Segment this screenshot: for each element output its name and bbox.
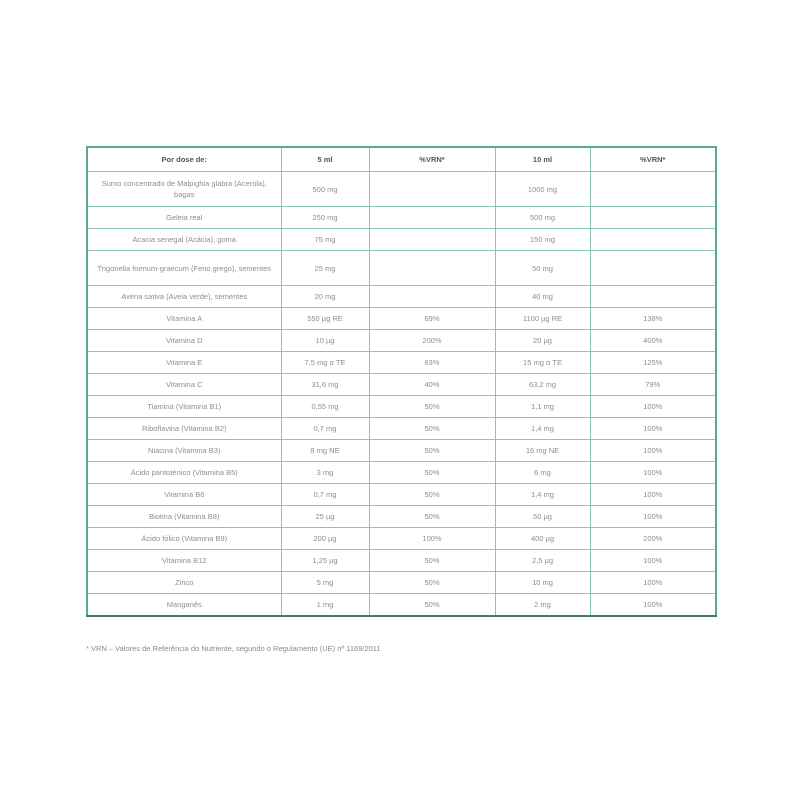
ingredient-name: Tiamina (Vitamina B1) bbox=[87, 396, 281, 418]
dose-5ml: 3 mg bbox=[281, 462, 369, 484]
ingredient-name: Vitamina B12 bbox=[87, 550, 281, 572]
vrn-10ml: 100% bbox=[590, 440, 716, 462]
dose-10ml: 6 mg bbox=[495, 462, 590, 484]
ingredient-name: Vitamina B6 bbox=[87, 484, 281, 506]
header-10ml: 10 ml bbox=[495, 147, 590, 172]
ingredient-name: Vitamina A bbox=[87, 308, 281, 330]
dose-10ml: 40 mg bbox=[495, 286, 590, 308]
vrn-10ml: 100% bbox=[590, 396, 716, 418]
dose-10ml: 1,4 mg bbox=[495, 418, 590, 440]
dose-10ml: 1000 mg bbox=[495, 172, 590, 207]
dose-5ml: 20 mg bbox=[281, 286, 369, 308]
vrn-10ml: 79% bbox=[590, 374, 716, 396]
table-row bbox=[87, 418, 716, 440]
table-row bbox=[87, 594, 716, 617]
vrn-5ml: 200% bbox=[369, 330, 495, 352]
nutrition-table bbox=[86, 146, 717, 617]
vrn-10ml bbox=[590, 172, 716, 207]
vrn-5ml: 50% bbox=[369, 484, 495, 506]
dose-5ml: 250 mg bbox=[281, 207, 369, 229]
vrn-10ml: 400% bbox=[590, 330, 716, 352]
table-row bbox=[87, 572, 716, 594]
dose-5ml: 25 µg bbox=[281, 506, 369, 528]
vrn-10ml: 138% bbox=[590, 308, 716, 330]
ingredient-name: Vitamina C bbox=[87, 374, 281, 396]
dose-5ml: 5 mg bbox=[281, 572, 369, 594]
vrn-10ml: 100% bbox=[590, 506, 716, 528]
vrn-5ml: 40% bbox=[369, 374, 495, 396]
table-row bbox=[87, 207, 716, 229]
ingredient-name: Ácido pantoténico (Vitamina B5) bbox=[87, 462, 281, 484]
vrn-5ml bbox=[369, 251, 495, 286]
dose-5ml: 75 mg bbox=[281, 229, 369, 251]
table-header-row bbox=[87, 147, 716, 172]
dose-5ml: 500 mg bbox=[281, 172, 369, 207]
ingredient-name: Acacia senegal (Acácia), goma bbox=[87, 229, 281, 251]
header-dose-label: Por dose de: bbox=[87, 147, 281, 172]
dose-10ml: 400 µg bbox=[495, 528, 590, 550]
dose-10ml: 150 mg bbox=[495, 229, 590, 251]
vrn-10ml: 100% bbox=[590, 594, 716, 617]
vrn-5ml: 50% bbox=[369, 572, 495, 594]
table-row bbox=[87, 251, 716, 286]
ingredient-name: Manganês bbox=[87, 594, 281, 617]
vrn-10ml: 100% bbox=[590, 418, 716, 440]
dose-5ml: 550 µg RE bbox=[281, 308, 369, 330]
dose-5ml: 25 mg bbox=[281, 251, 369, 286]
vrn-5ml: 69% bbox=[369, 308, 495, 330]
table-row bbox=[87, 172, 716, 207]
vrn-5ml: 50% bbox=[369, 396, 495, 418]
vrn-5ml bbox=[369, 229, 495, 251]
table-row bbox=[87, 506, 716, 528]
vrn-5ml: 50% bbox=[369, 440, 495, 462]
dose-10ml: 50 µg bbox=[495, 506, 590, 528]
vrn-10ml bbox=[590, 229, 716, 251]
table-row bbox=[87, 440, 716, 462]
dose-10ml: 10 mg bbox=[495, 572, 590, 594]
vrn-5ml bbox=[369, 172, 495, 207]
vrn-5ml: 50% bbox=[369, 594, 495, 617]
dose-10ml: 2,5 µg bbox=[495, 550, 590, 572]
table-row bbox=[87, 330, 716, 352]
table-row bbox=[87, 528, 716, 550]
dose-5ml: 8 mg NE bbox=[281, 440, 369, 462]
ingredient-name: Ácido fólico (Vitamina B9) bbox=[87, 528, 281, 550]
table-row bbox=[87, 462, 716, 484]
dose-5ml: 7,5 mg α TE bbox=[281, 352, 369, 374]
table-row bbox=[87, 229, 716, 251]
table-row bbox=[87, 484, 716, 506]
ingredient-name: Avena sativa (Aveia verde), sementes bbox=[87, 286, 281, 308]
ingredient-name: Sumo concentrado de Malpighia glabra (Acerola), bagas bbox=[87, 172, 281, 207]
table-row bbox=[87, 374, 716, 396]
nutrition-table-container bbox=[86, 146, 715, 617]
table-row bbox=[87, 550, 716, 572]
dose-5ml: 200 µg bbox=[281, 528, 369, 550]
ingredient-name: Biotina (Vitamina B8) bbox=[87, 506, 281, 528]
header-vrn-10ml: %VRN* bbox=[590, 147, 716, 172]
dose-10ml: 63,2 mg bbox=[495, 374, 590, 396]
vrn-5ml: 50% bbox=[369, 418, 495, 440]
ingredient-name: Geleia real bbox=[87, 207, 281, 229]
dose-10ml: 50 mg bbox=[495, 251, 590, 286]
dose-5ml: 0,55 mg bbox=[281, 396, 369, 418]
dose-5ml: 1 mg bbox=[281, 594, 369, 617]
vrn-5ml bbox=[369, 286, 495, 308]
vrn-10ml bbox=[590, 286, 716, 308]
vrn-10ml bbox=[590, 251, 716, 286]
ingredient-name: Zinco bbox=[87, 572, 281, 594]
dose-5ml: 0,7 mg bbox=[281, 418, 369, 440]
table-row bbox=[87, 308, 716, 330]
table-row bbox=[87, 286, 716, 308]
ingredient-name: Vitamina E bbox=[87, 352, 281, 374]
vrn-10ml bbox=[590, 207, 716, 229]
dose-5ml: 1,25 µg bbox=[281, 550, 369, 572]
vrn-10ml: 100% bbox=[590, 462, 716, 484]
dose-5ml: 0,7 mg bbox=[281, 484, 369, 506]
vrn-10ml: 100% bbox=[590, 550, 716, 572]
header-5ml: 5 ml bbox=[281, 147, 369, 172]
vrn-5ml: 50% bbox=[369, 506, 495, 528]
vrn-5ml: 100% bbox=[369, 528, 495, 550]
dose-5ml: 31,6 mg bbox=[281, 374, 369, 396]
ingredient-name: Vitamina D bbox=[87, 330, 281, 352]
dose-10ml: 500 mg bbox=[495, 207, 590, 229]
ingredient-name: Niacina (Vitamina B3) bbox=[87, 440, 281, 462]
vrn-5ml: 50% bbox=[369, 550, 495, 572]
vrn-5ml: 50% bbox=[369, 462, 495, 484]
dose-10ml: 1,4 mg bbox=[495, 484, 590, 506]
table-body bbox=[87, 172, 716, 617]
dose-10ml: 20 µg bbox=[495, 330, 590, 352]
dose-10ml: 1100 µg RE bbox=[495, 308, 590, 330]
table-row bbox=[87, 396, 716, 418]
vrn-5ml bbox=[369, 207, 495, 229]
table-row bbox=[87, 352, 716, 374]
dose-10ml: 2 mg bbox=[495, 594, 590, 617]
dose-10ml: 15 mg α TE bbox=[495, 352, 590, 374]
dose-10ml: 1,1 mg bbox=[495, 396, 590, 418]
header-vrn-5ml: %VRN* bbox=[369, 147, 495, 172]
dose-10ml: 16 mg NE bbox=[495, 440, 590, 462]
vrn-10ml: 125% bbox=[590, 352, 716, 374]
ingredient-name: Riboflavina (Vitamina B2) bbox=[87, 418, 281, 440]
vrn-10ml: 100% bbox=[590, 572, 716, 594]
vrn-footnote: * VRN – Valores de Referência do Nutriente, segundo o Regulamento (UE) nº 1169/2011 bbox=[86, 644, 381, 653]
vrn-10ml: 200% bbox=[590, 528, 716, 550]
dose-5ml: 10 µg bbox=[281, 330, 369, 352]
vrn-10ml: 100% bbox=[590, 484, 716, 506]
vrn-5ml: 63% bbox=[369, 352, 495, 374]
ingredient-name: Trigonella foenum-graecum (Feno grego), sementes bbox=[87, 251, 281, 286]
